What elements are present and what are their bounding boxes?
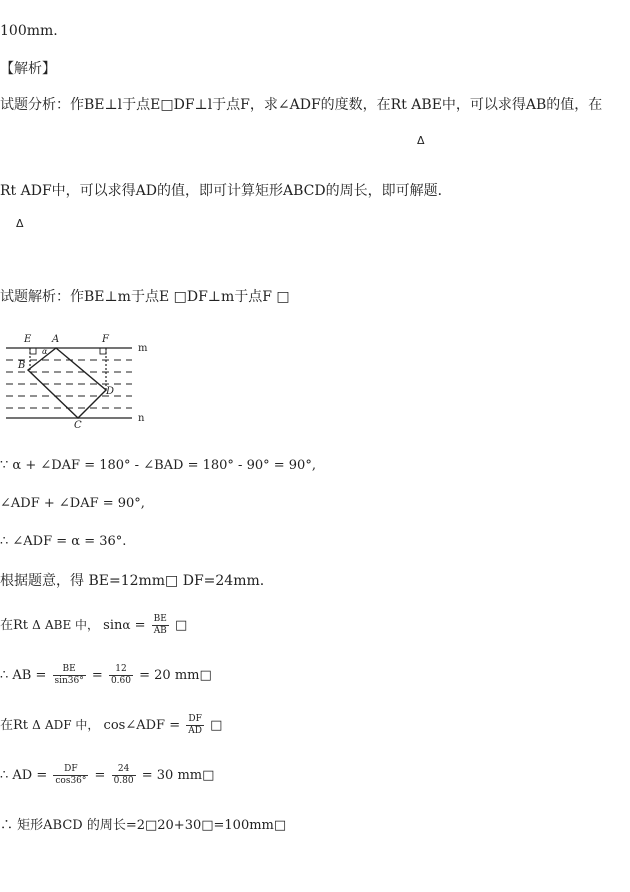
- equation-2: ∠ADF + ∠DAF = 90°,: [0, 496, 145, 511]
- equation-3: ∴ ∠ADF = α = 36°.: [0, 534, 127, 549]
- ad-equation: ∴ AD = $\frac{DF}{\cos 36^\circ}$ = $\frac{24}{0.80}$ = 30 mm□: [0, 764, 215, 786]
- equation-1: ∵ α + ∠DAF = 180° - ∠BAD = 180° - 90° = 90°,: [0, 458, 316, 473]
- section-heading: 【解析】: [0, 61, 56, 77]
- sin-equation: 在Rt Δ ABE 中， sinα = $\frac{BE}{AB}$ □: [0, 614, 188, 636]
- label-D: D: [106, 386, 115, 397]
- label-m: m: [138, 343, 148, 354]
- label-F: F: [102, 334, 109, 345]
- geometry-figure: [2, 330, 152, 430]
- given-values: 根据题意，得 BE=12mm□ DF=24mm.: [0, 573, 265, 589]
- triangle-symbol-2: Δ: [16, 217, 24, 230]
- solution-intro: 试题解析：作BE⊥m于点E □DF⊥m于点F □: [0, 289, 290, 305]
- label-alpha: α: [42, 347, 48, 356]
- answer-tail: 100mm.: [0, 23, 58, 39]
- cos-equation: 在Rt Δ ADF 中， cos∠ADF = $\frac{DF}{AD}$ □: [0, 714, 223, 736]
- triangle-symbol-1: Δ: [417, 134, 425, 147]
- ab-equation: ∴ AB = $\frac{BE}{\sin 36^\circ}$ = $\frac{12}{0.60}$ = 20 mm□: [0, 664, 212, 686]
- label-A: A: [52, 334, 60, 345]
- label-B: B: [18, 360, 26, 371]
- label-n: n: [138, 413, 145, 424]
- analysis-line-1: 试题分析：作BE⊥l于点E□DF⊥l于点F，求∠ADF的度数，在Rt ABE中，可以求得AB的值，在: [0, 97, 603, 113]
- perimeter-result: ∴ 矩形ABCD 的周长=2□20+30□=100mm□: [0, 818, 287, 833]
- label-C: C: [74, 420, 82, 430]
- label-E: E: [24, 334, 32, 345]
- analysis-line-2: Rt ADF中，可以求得AD的值，即可计算矩形ABCD的周长，即可解题．: [0, 183, 452, 199]
